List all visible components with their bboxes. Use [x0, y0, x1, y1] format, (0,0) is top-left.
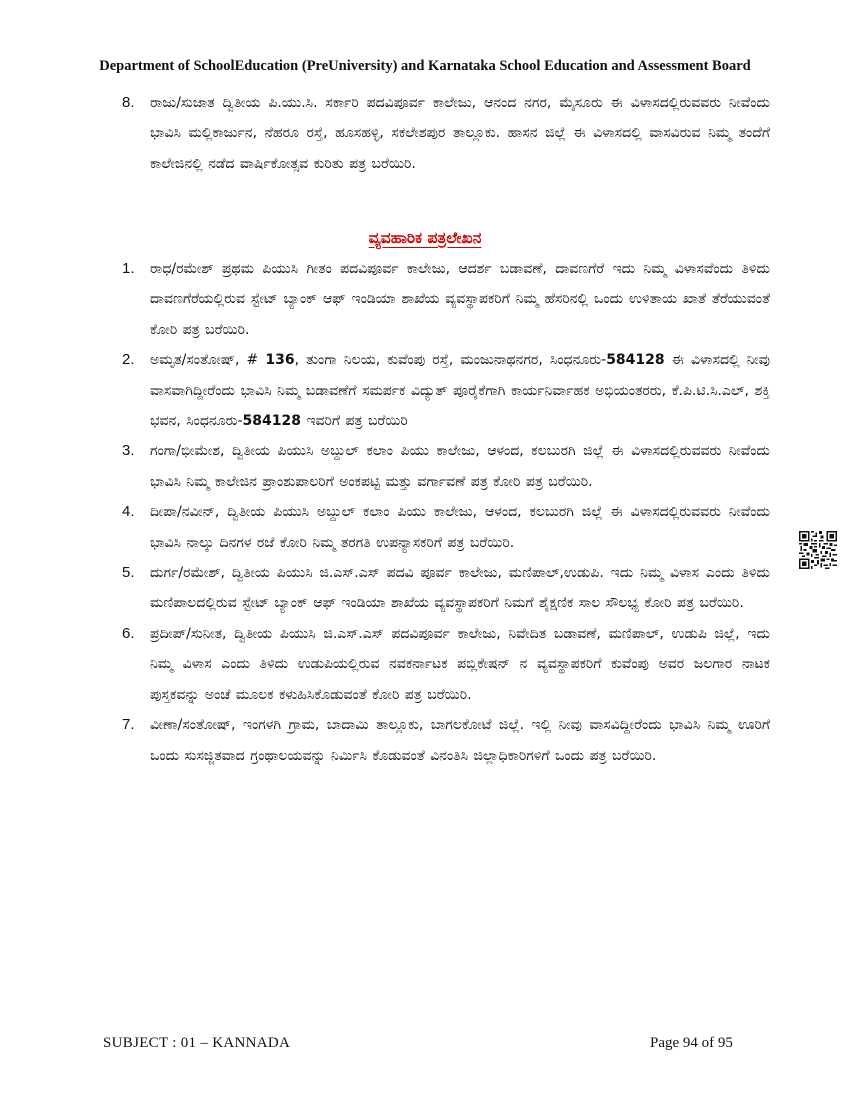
pin-code: 584128: [606, 352, 665, 369]
list-item: [122, 619, 770, 710]
page-header: Department of SchoolEducation (PreUniversity) and Karnataka School Education and Assessment Board: [99, 58, 751, 74]
item-number: 7.: [122, 716, 135, 734]
item-text: ಪ್ರದೀಪ್/ಸುನೀತ, ದ್ವಿತೀಯ ಪಿಯುಸಿ ಜಿ.ಎಸ್.ಎಸ್ ಪದವಿಪೂರ್ವ ಕಾಲೇಜು, ನಿವೇದಿತ ಬಡಾವಣೆ, ಮಣಿಪಾಲ್, ಉಡುಪಿ ಜಿಲ್ಲೆ, ಇದು ನಿಮ್ಮ ವಿಳಾಸ ಎಂದು ತಿಳಿದು ಉಡುಪಿಯಲ್ಲಿರುವ ನವಕರ್ನಾಟಕ ಪಬ್ಲಿಕೇಷನ್ ನ ವ್ಯವಸ್ಥಾಪಕರಿಗೆ ಕುವೆಂಪು ಅವರ ಜಲಗಾರ ನಾಟಕ ಪುಸ್ತಕವನ್ನು ಅಂಚೆ ಮೂಲಕ ಕಳುಹಿಸಿಕೊಡುವಂತೆ ಕೋರಿ ಪತ್ರ ಬರೆಯಿರಿ.: [150, 625, 770, 703]
list-item: [122, 254, 770, 345]
list-item: [122, 497, 770, 558]
text-part: ಈ ವಿಳಾಸದಲ್ಲಿ ನೀವು ವಾಸವಾಗಿದ್ದೀರೆಂದು ಭಾವಿಸಿ ನಿಮ್ಮ ಬಡಾವಣೆಗೆ ಸಮರ್ಪಕ ವಿದ್ಯುತ್ ಪೂರೈಕೆಗಾಗಿ ಕಾರ್ಯನಿರ್ವಾಹಕ ಅಭಿಯಂತರರು, ಕೆ.ಪಿ.ಟಿ.ಸಿ.ಎಲ್, ಶಕ್ತಿ ಭವನ, ಸಿಂಧನೂರು-: [150, 352, 770, 430]
text-part: , ತುಂಗಾ ನಿಲಯ, ಕುವೆಂಪು ರಸ್ತೆ, ಮಂಜುನಾಥನಗರ, ಸಿಂಧನೂರು-: [294, 352, 607, 369]
item-text: ಗಂಗಾ/ಭೀಮೇಶ, ದ್ವಿತೀಯ ಪಿಯುಸಿ ಅಬ್ದುಲ್ ಕಲಾಂ ಪಿಯು ಕಾಲೇಜು, ಆಳಂದ, ಕಲಬುರಗಿ ಜಿಲ್ಲೆ ಈ ವಿಳಾಸದಲ್ಲಿರುವವರು ನೀವೆಂದು ಭಾವಿಸಿ ನಿಮ್ಮ ಕಾಲೇಜಿನ ಪ್ರಾಂಶುಪಾಲರಿಗೆ ಅಂಕಪಟ್ಟಿ ಮತ್ತು ವರ್ಗಾವಣೆ ಪತ್ರ ಕೋರಿ ಪತ್ರ ಬರೆಯಿರಿ.: [150, 443, 770, 490]
item-number: 1.: [122, 260, 135, 277]
footer-page-number: Page 94 of 95: [650, 1035, 733, 1051]
item-number: 4.: [122, 503, 135, 521]
qr-code-icon: [799, 531, 837, 569]
item-number: 8.: [122, 94, 135, 111]
item-text: ದುರ್ಗ/ರಮೇಶ್, ದ್ವಿತೀಯ ಪಿಯುಸಿ ಜಿ.ಎಸ್.ಎಸ್ ಪದವಿ ಪೂರ್ವ ಕಾಲೇಜು, ಮಣಿಪಾಲ್,ಉಡುಪಿ. ಇದು ನಿಮ್ಮ ವಿಳಾಸ ಎಂದು ತಿಳಿದು ಮಣಿಪಾಲದಲ್ಲಿರುವ ಸ್ಟೇಟ್ ಬ್ಯಾಂಕ್ ಆಫ್ ಇಂಡಿಯಾ ಶಾಖೆಯ ವ್ಯವಸ್ಥಾಪಕರಿಗೆ ನಿಮಗೆ ಶೈಕ್ಷಣಿಕ ಸಾಲ ಸೌಲಭ್ಯ ಕೋರಿ ಪತ್ರ ಬರೆಯಿರಿ.: [150, 565, 770, 612]
item-number: 3.: [122, 442, 135, 460]
item-text: ದೀಪಾ/ನವೀನ್, ದ್ವಿತೀಯ ಪಿಯುಸಿ ಅಬ್ದುಲ್ ಕಲಾಂ ಪಿಯು ಕಾಲೇಜು, ಆಳಂದ, ಕಲಬುರಗಿ ಜಿಲ್ಲೆ ಈ ವಿಳಾಸದಲ್ಲಿರುವವರು ನೀವೆಂದು ಭಾವಿಸಿ ನಾಲ್ಕು ದಿನಗಳ ರಜೆ ಕೋರಿ ನಿಮ್ಮ ತರಗತಿ ಉಪನ್ಯಾಸಕರಿಗೆ ಪತ್ರ ಬರೆಯಿರಿ.: [150, 504, 770, 551]
item-number: 2.: [122, 351, 135, 369]
item-text: ರಾಧ/ರಮೇಶ್ ಪ್ರಥಮ ಪಿಯುಸಿ ಗೀತಂ ಪದವಿಪೂರ್ವ ಕಾಲೇಜು, ಆದರ್ಶ ಬಡಾವಣೆ, ದಾವಣಗೆರೆ ಇದು ನಿಮ್ಮ ವಿಳಾಸವೆಂದು ತಿಳಿದು ದಾವಣಗೆರೆಯಲ್ಲಿರುವ ಸ್ಟೇಟ್ ಬ್ಯಾಂಕ್ ಆಫ್ ಇಂಡಿಯಾ ಶಾಖೆಯ ವ್ಯವಸ್ಥಾಪಕರಿಗೆ ನಿಮ್ಮ ಹೆಸರಿನಲ್ಲಿ ಒಂದು ಉಳಿತಾಯ ಖಾತೆ ತೆರೆಯುವಂತೆ ಕೋರಿ ಪತ್ರ ಬರೆಯಿರಿ.: [150, 261, 770, 338]
item-number: 5.: [122, 564, 135, 582]
footer-subject: SUBJECT : 01 – KANNADA: [103, 1035, 291, 1051]
pin-code: 584128: [242, 413, 301, 430]
list-item: [122, 436, 770, 497]
section-heading: [0, 228, 850, 248]
list-item: [122, 558, 770, 619]
question-list-top: [122, 88, 770, 179]
item-text: [150, 345, 770, 436]
item-number: 6.: [122, 624, 135, 642]
list-item: [122, 710, 770, 771]
item-text: ವೀಣಾ/ಸಂತೋಷ್, ಇಂಗಳಗಿ ಗ್ರಾಮ, ಬಾದಾಮಿ ತಾಲ್ಲೂಕು, ಬಾಗಲಕೋಟೆ ಜಿಲ್ಲೆ. ಇಲ್ಲಿ ನೀವು ವಾಸವಿದ್ದೀರೆಂದು ಭಾವಿಸಿ ನಿಮ್ಮ ಊರಿಗೆ ಒಂದು ಸುಸಜ್ಜಿತವಾದ ಗ್ರಂಥಾಲಯವನ್ನು ನಿರ್ಮಿಸಿ ಕೊಡುವಂತೆ ವಿನಂತಿಸಿ ಜಿಲ್ಲಾಧಿಕಾರಿಗಳಿಗೆ ಒಂದು ಪತ್ರ ಬರೆಯಿರಿ.: [150, 717, 770, 764]
item-text: ರಾಜು/ಸುಜಾತ ದ್ವಿತೀಯ ಪಿ.ಯು.ಸಿ. ಸರ್ಕಾರಿ ಪದವಿಪೂರ್ವ ಕಾಲೇಜು, ಆನಂದ ನಗರ, ಮೈಸೂರು ಈ ವಿಳಾಸದಲ್ಲಿರುವವರು ನೀವೆಂದು ಭಾವಿಸಿ ಮಲ್ಲಿಕಾರ್ಜುನ, ನೆಹರೂ ರಸ್ತೆ, ಹೂಸಹಳ್ಳಿ, ಸಕಲೇಶಪುರ ತಾಲ್ಲೂಕು. ಹಾಸನ ಜಿಲ್ಲೆ ಈ ವಿಳಾಸದಲ್ಲಿ ವಾಸವಿರುವ ನಿಮ್ಮ ತಂದೆಗೆ ಕಾಲೇಜಿನಲ್ಲಿ ನಡೆದ ವಾರ್ಷಿಕೋತ್ಸವ ಕುರಿತು ಪತ್ರ ಬರೆಯಿರಿ.: [150, 95, 770, 172]
list-item: [122, 345, 770, 436]
text-part: ಅಮೃತ/ಸಂತೋಷ್, #: [150, 352, 266, 369]
house-number: 136: [265, 352, 295, 369]
letter-writing-list: [122, 254, 770, 771]
list-item: [122, 88, 770, 179]
text-part: ಇವರಿಗೆ ಪತ್ರ ಬರೆಯಿರಿ: [301, 413, 408, 430]
section-title: ವ್ಯವಹಾರಿಕ ಪತ್ರಲೇಖನ: [368, 229, 482, 247]
